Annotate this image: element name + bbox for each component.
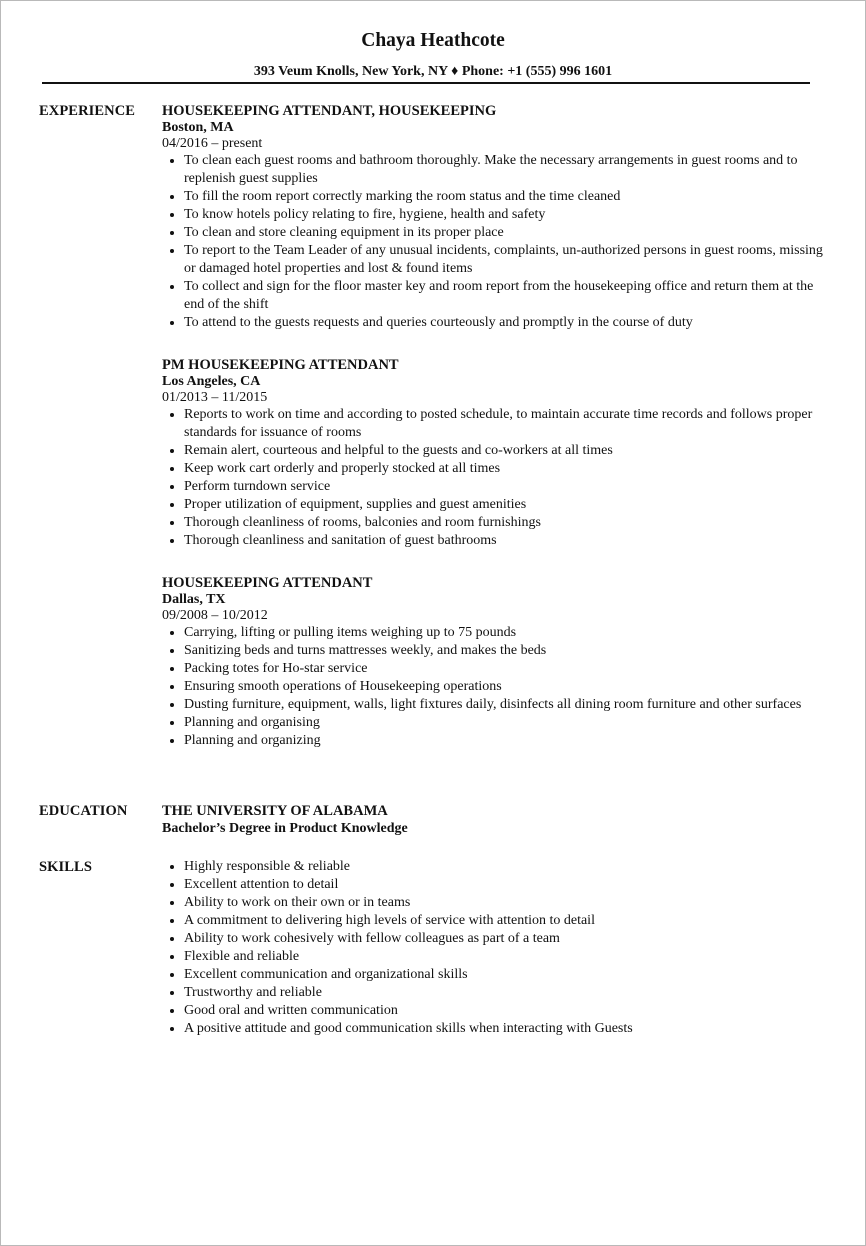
list-item: • Ensuring smooth operations of Housekeeping operations [184,678,825,696]
job-entry [162,574,825,750]
skills-list [162,858,825,1038]
job-location: Dallas, TX [162,592,226,607]
job-title: PM HOUSEKEEPING ATTENDANT [162,357,399,373]
list-item: • Good oral and written communication [184,1002,825,1020]
job-duties-list [162,624,825,750]
school-name: THE UNIVERSITY OF ALABAMA [162,803,388,819]
list-item: • Keep work cart orderly and properly stocked at all times [184,460,825,478]
list-item: • Thorough cleanliness and sanitation of guest bathrooms [184,532,825,550]
list-item: • Carrying, lifting or pulling items weighing up to 75 pounds [184,624,825,642]
list-item: • Ability to work on their own or in teams [184,894,825,912]
contact-line: 393 Veum Knolls, New York, NY ♦ Phone: +1 (555) 996 1601 [253,64,613,79]
job-dates: 01/2013 – 11/2015 [162,390,268,405]
list-item: • A positive attitude and good communication skills when interacting with Guests [184,1020,825,1038]
list-item: • To report to the Team Leader of any unusual incidents, complaints, un-authorized persons in guest rooms, missing or damaged hotel properties and lost & found items [184,242,825,278]
list-item: • Remain alert, courteous and helpful to the guests and co-workers at all times [184,442,825,460]
list-item: • To clean each guest rooms and bathroom thoroughly. Make the necessary arrangements in guest rooms and to replenish guest supplies [184,152,825,188]
list-item: • To attend to the guests requests and queries courteously and promptly in the course of duty [184,314,825,332]
job-dates: 04/2016 – present [162,136,263,151]
list-item: • Excellent attention to detail [184,876,825,894]
list-item: • Thorough cleanliness of rooms, balconies and room furnishings [184,514,825,532]
list-item: • Planning and organizing [184,732,825,750]
list-item: • Perform turndown service [184,478,825,496]
candidate-name: Chaya Heathcote [361,30,505,51]
list-item: • Packing totes for Ho-star service [184,660,825,678]
job-duties-list [162,406,825,550]
job-title: HOUSEKEEPING ATTENDANT, HOUSEKEEPING [162,103,497,119]
job-title: HOUSEKEEPING ATTENDANT [162,575,373,591]
list-item: • To fill the room report correctly marking the room status and the time cleaned [184,188,825,206]
section-label-education: EDUCATION [39,803,128,819]
list-item: • To know hotels policy relating to fire, hygiene, health and safety [184,206,825,224]
education-entry [162,802,825,838]
job-dates: 09/2008 – 10/2012 [162,608,268,623]
job-duties-list [162,152,825,332]
job-entry [162,356,825,550]
list-item: • Trustworthy and reliable [184,984,825,1002]
list-item: • Excellent communication and organizational skills [184,966,825,984]
list-item: • Sanitizing beds and turns mattresses weekly, and makes the beds [184,642,825,660]
list-item: • A commitment to delivering high levels of service with attention to detail [184,912,825,930]
list-item: • Ability to work cohesively with fellow colleagues as part of a team [184,930,825,948]
job-location: Los Angeles, CA [162,374,261,389]
list-item: • To clean and store cleaning equipment in its proper place [184,224,825,242]
list-item: • Highly responsible & reliable [184,858,825,876]
section-label-skills: SKILLS [39,859,92,875]
section-label-experience: EXPERIENCE [39,103,136,119]
skills-entry [162,858,825,1038]
header-divider [42,82,810,84]
list-item: • Proper utilization of equipment, supplies and guest amenities [184,496,825,514]
job-location: Boston, MA [162,120,234,135]
job-entry [162,102,825,332]
list-item: • Reports to work on time and according to posted schedule, to maintain accurate time records and follows proper standards for issuance of rooms [184,406,825,442]
experience-list [162,102,825,774]
list-item: • Planning and organising [184,714,825,732]
list-item: • Dusting furniture, equipment, walls, light fixtures daily, disinfects all dining room furniture and other surfaces [184,696,825,714]
list-item: • To collect and sign for the floor master key and room report from the housekeeping office and return them at the end of the shift [184,278,825,314]
degree: Bachelor’s Degree in Product Knowledge [162,821,408,836]
list-item: • Flexible and reliable [184,948,825,966]
